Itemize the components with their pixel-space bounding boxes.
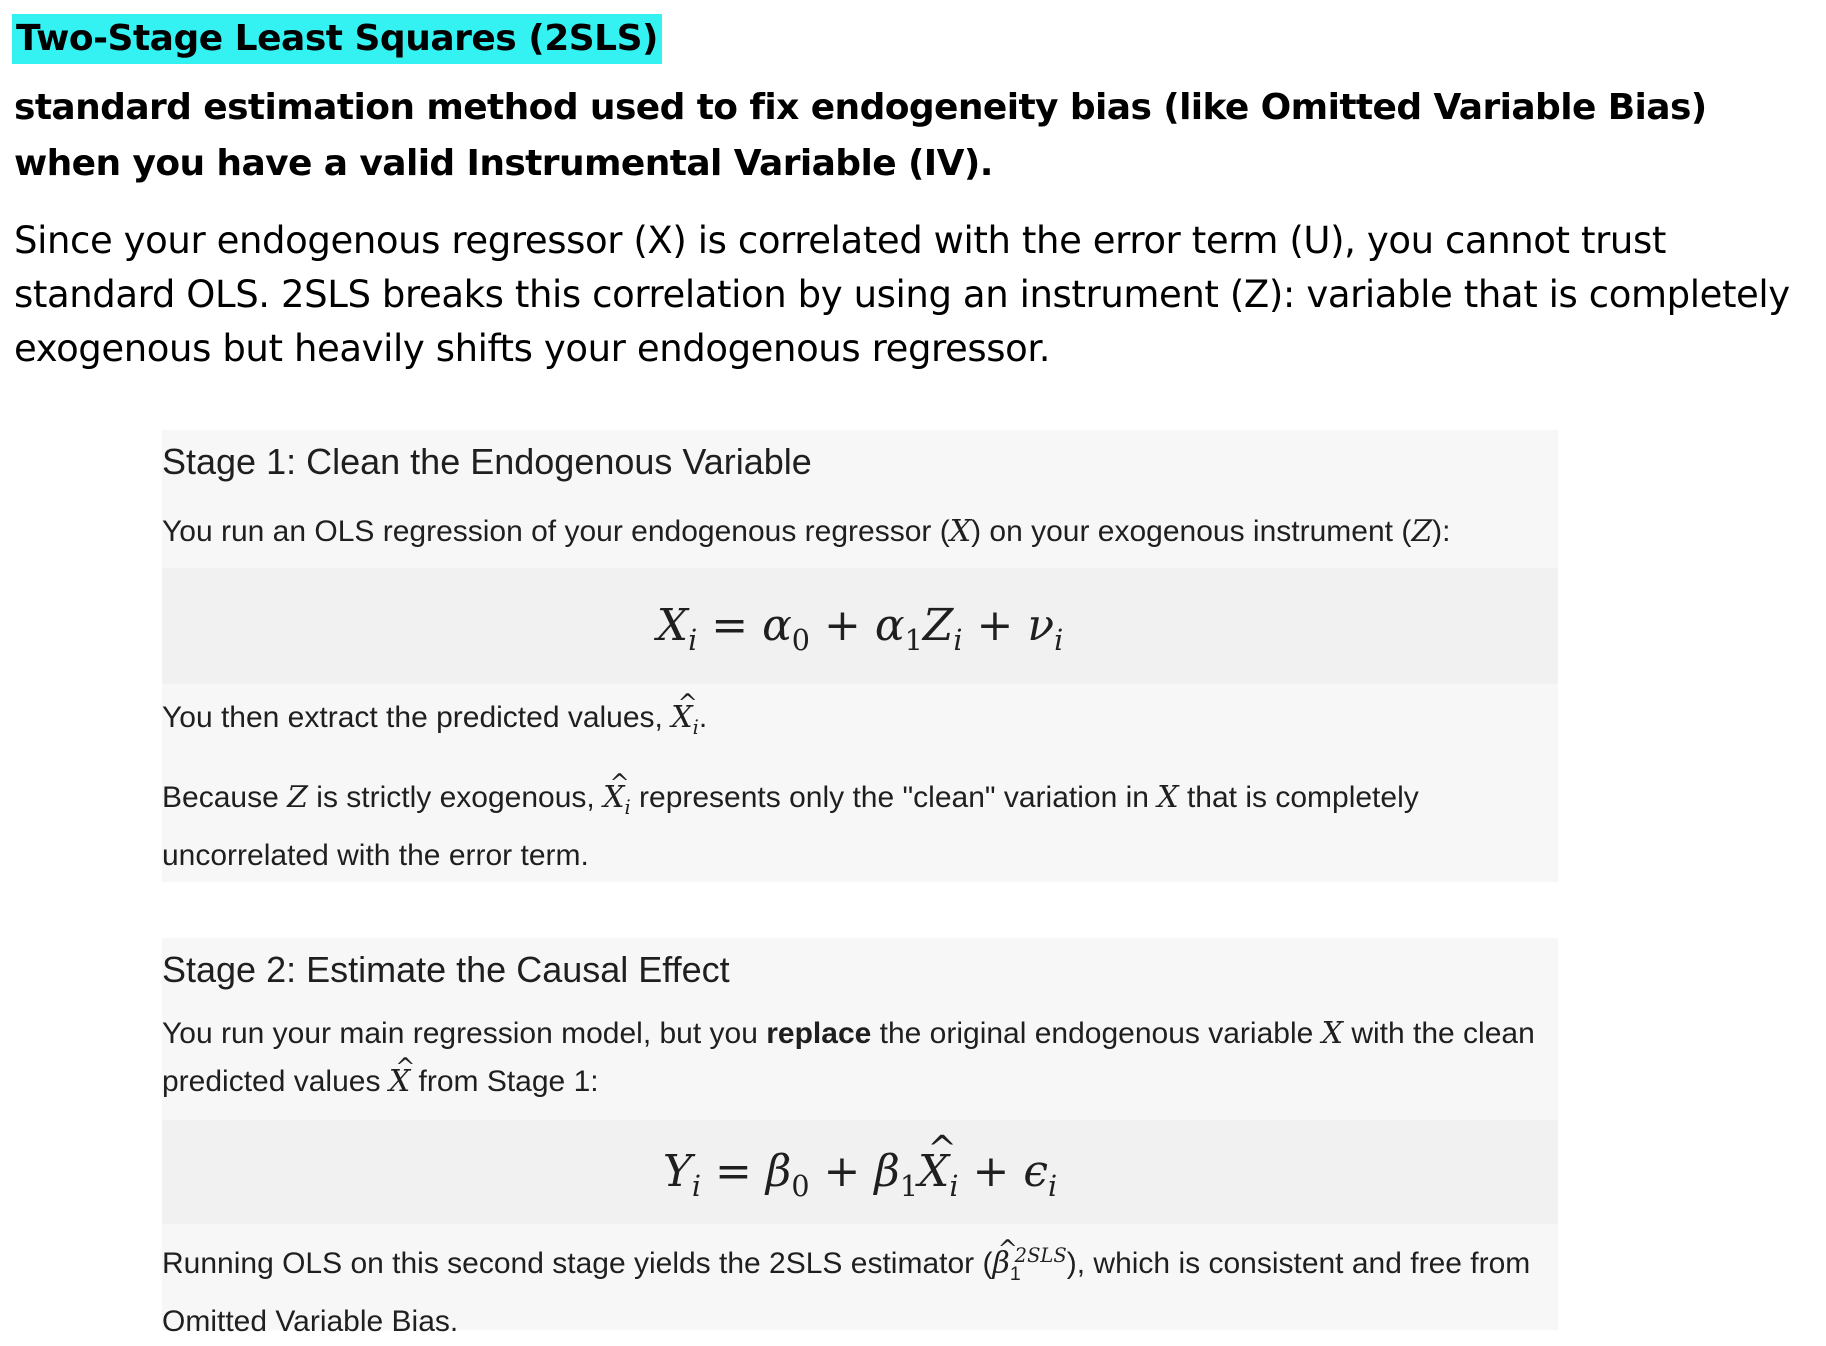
stage1-equation — [162, 596, 1558, 670]
stage2-text2-b: ), which is consistent and free from Omitted Variable Bias. — [162, 1247, 1531, 1338]
eq1-z-sub: i — [953, 622, 963, 657]
stage2-text2-a: Running OLS on this second stage yields the 2SLS estimator ( — [162, 1247, 993, 1280]
stage1-xhat-sub: i — [692, 716, 699, 739]
eq2-beta0-sub: 0 — [791, 1168, 810, 1203]
eq1-plus1: + — [810, 600, 875, 651]
title-wrap — [12, 14, 662, 64]
stage1-xhat: ^ X — [671, 694, 692, 742]
stage1-text3-b: is strictly exogenous, — [307, 781, 604, 814]
stage2-description — [162, 1010, 1552, 1106]
stage1-z-symbol: Z — [1411, 514, 1433, 549]
stage1-text3-a: Because — [162, 781, 288, 814]
stage2-text1-b: the original endogenous variable — [871, 1017, 1322, 1050]
eq2-xhat-sub: i — [949, 1168, 959, 1203]
eq2-beta0: β — [765, 1146, 792, 1197]
stage2-panel — [162, 938, 1558, 1338]
stage2-beta-sub: 1 — [1009, 1263, 1021, 1285]
intro-paragraph: Since your endogenous regressor (X) is correlated with the error term (U), you cannot trust standard OLS. 2SLS breaks this correlation by using an instrument (Z): variable that is completely exogenous but heavily shifts your endogenous regressor. — [14, 219, 1790, 370]
stage1-xhat-2: ^ X — [603, 774, 624, 822]
stage1-text2-a: You then extract the predicted values, — [162, 701, 672, 734]
stage2-replace-bold: replace — [766, 1017, 872, 1050]
stage2-xhat: ^ X — [389, 1058, 410, 1106]
stage1-x-symbol-2: X — [1157, 780, 1179, 815]
stage2-title: Stage 2: Estimate the Causal Effect — [162, 949, 730, 990]
eq1-alpha0: α — [762, 600, 792, 651]
eq2-plus2: + — [958, 1146, 1024, 1197]
stage1-text1-b: ) on your exogenous instrument ( — [971, 515, 1412, 548]
stage1-panel — [162, 430, 1558, 882]
stage2-text1-a: You run your main regression model, but you — [162, 1017, 767, 1050]
stage2-conclusion — [162, 1232, 1552, 1346]
subtitle: standard estimation method used to fix endogeneity bias (like Omitted Variable Bias) when you have a valid Instrumental Variable (IV). — [14, 87, 1707, 184]
stage1-text3-c: represents only the "clean" variation in — [630, 781, 1158, 814]
stage1-xhat-2-sub: i — [624, 796, 631, 819]
eq1-z: Z — [922, 600, 954, 651]
eq2-plus1: + — [809, 1146, 875, 1197]
eq1-alpha1: α — [874, 600, 905, 651]
eq2-lhs: Y — [662, 1146, 692, 1197]
eq2-lhs-sub: i — [691, 1168, 702, 1203]
stage1-title: Stage 1: Clean the Endogenous Variable — [162, 441, 812, 482]
stage2-beta: ^ β — [992, 1240, 1009, 1288]
stage1-text1-c: ): — [1432, 515, 1451, 548]
stage2-text1-c: with the clean predicted values — [162, 1017, 1535, 1098]
eq1-alpha1-sub: 1 — [904, 622, 923, 657]
eq1-equals: = — [697, 600, 763, 651]
stage2-text1-d: from Stage 1: — [410, 1065, 599, 1098]
stage2-x-symbol: X — [1321, 1016, 1343, 1051]
page-title: Two-Stage Least Squares (2SLS) — [12, 14, 662, 64]
stage1-text1-a: You run an OLS regression of your endogenous regressor ( — [162, 515, 950, 548]
stage1-explanation — [162, 774, 1552, 880]
stage2-beta-sup: 2SLS — [1014, 1244, 1067, 1267]
stage1-x-symbol: X — [949, 514, 972, 549]
eq2-xhat: ^ X — [918, 1142, 949, 1202]
eq1-alpha0-sub: 0 — [791, 622, 810, 657]
eq1-lhs-sub: i — [688, 622, 698, 657]
eq1-lhs: X — [656, 600, 689, 651]
eq2-beta1-sub: 1 — [899, 1168, 919, 1203]
eq2-beta1: β — [874, 1146, 900, 1197]
eq2-equals: = — [701, 1146, 766, 1197]
eq1-nu: ν — [1027, 600, 1055, 651]
stage1-text3-d: that is completely uncorrelated with the error term. — [162, 781, 1419, 872]
stage1-text2-b: . — [698, 701, 708, 734]
stage1-description — [162, 508, 1552, 556]
stage2-equation — [162, 1142, 1558, 1216]
eq1-plus2: + — [962, 600, 1028, 651]
eq2-eps: ϵ — [1023, 1146, 1048, 1197]
eq2-eps-sub: i — [1048, 1168, 1058, 1203]
eq1-nu-sub: i — [1054, 622, 1064, 657]
stage1-z-symbol-2: Z — [287, 780, 308, 815]
stage1-predicted-values — [162, 694, 1552, 752]
